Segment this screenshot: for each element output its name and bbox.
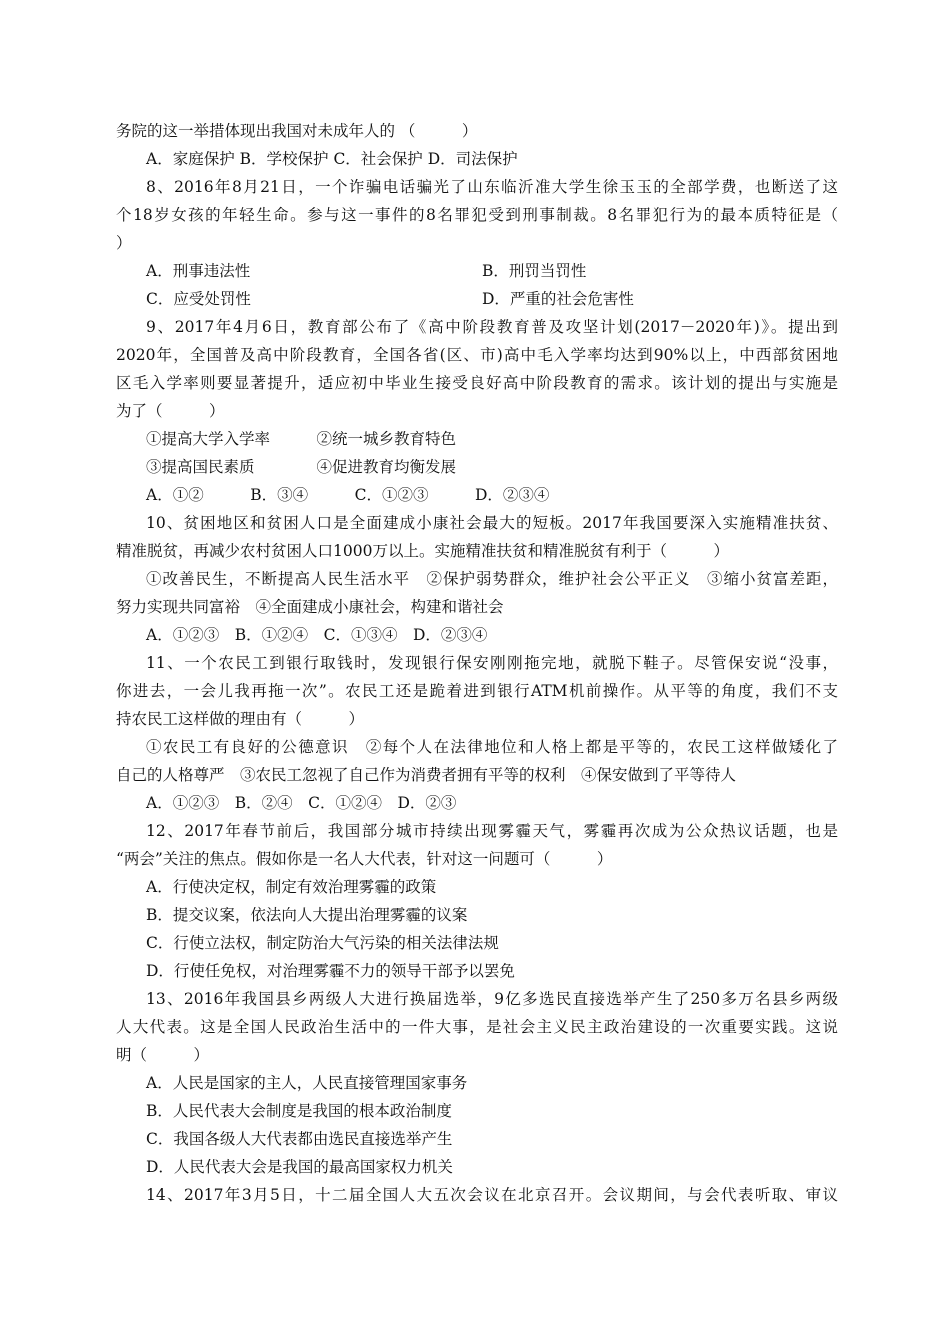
text-line: 精准脱贫，再减少农村贫困人口1000万以上。实施精准扶贫和精准脱贫有利于（ ） — [116, 542, 729, 560]
options-line: A．①② B．③④ C．①②③ D．②③④ — [146, 486, 550, 504]
option-c: C．应受处罚性 — [146, 290, 251, 308]
question-10-line: 10、贫困地区和贫困人口是全面建成小康社会最大的短板。2017年我国要深入实施精准扶贫、 — [146, 514, 838, 532]
statement-line: ①改善民生，不断提高人民生活水平 ②保护弱势群众，维护社会公平正义 ③缩小贫富差距， — [146, 570, 838, 588]
text-line: 务院的这一举措体现出我国对未成年人的 （ ） — [116, 122, 478, 140]
statement-line: 自己的人格尊严 ③农民工忽视了自己作为消费者拥有平等的权利 ④保安做到了平等待人 — [116, 766, 737, 784]
text-line: 持农民工这样做的理由有（ ） — [116, 710, 365, 728]
text-line: ） — [116, 234, 132, 252]
option-a: A．行使决定权，制定有效治理雾霾的政策 — [146, 878, 437, 896]
option-d: D．严重的社会危害性 — [482, 290, 634, 308]
text-line: 为了（ ） — [116, 402, 225, 420]
option-d: D．人民代表大会是我国的最高国家权力机关 — [146, 1158, 453, 1176]
text-line: 明（ ） — [116, 1046, 210, 1064]
question-9-line: 9、2017年4月6日，教育部公布了《高中阶段教育普及攻坚计划(2017－2020年)》。提出到 — [146, 318, 838, 336]
question-14-line: 14、2017年3月5日，十二届全国人大五次会议在北京召开。会议期间，与会代表听取、审议 — [146, 1186, 838, 1204]
option-a: A．人民是国家的主人，人民直接管理国家事务 — [146, 1074, 468, 1092]
statement-line: ①提高大学入学率 ②统一城乡教育特色 — [146, 430, 457, 448]
option-b: B．人民代表大会制度是我国的根本政治制度 — [146, 1102, 452, 1120]
text-line: 2020年，全国普及高中阶段教育，全国各省(区、市)高中毛入学率均达到90%以上，中西部贫困地 — [116, 346, 838, 364]
option-a: A．刑事违法性 — [146, 262, 251, 280]
question-11-line: 11、一个农民工到银行取钱时，发现银行保安刚刚拖完地，就脱下鞋子。尽管保安说“没事， — [146, 654, 838, 672]
options-line: A．①②③ B．①②④ C．①③④ D．②③④ — [146, 626, 488, 644]
options-line: A．家庭保护 B．学校保护 C．社会保护 D．司法保护 — [146, 150, 518, 168]
text-line: 区毛入学率则要显著提升，适应初中毕业生接受良好高中阶段教育的需求。该计划的提出与实施是 — [116, 374, 838, 392]
option-b: B．刑罚当罚性 — [482, 262, 587, 280]
statement-line: ①农民工有良好的公德意识 ②每个人在法律地位和人格上都是平等的，农民工这样做矮化了 — [146, 738, 838, 756]
question-13-line: 13、2016年我国县乡两级人大进行换届选举，9亿多选民直接选举产生了250多万名县乡两级 — [146, 990, 838, 1008]
text-line: 个18岁女孩的年轻生命。参与这一事件的8名罪犯受到刑事制裁。8名罪犯行为的最本质特征是（ — [116, 206, 838, 224]
text-line: 你进去，一会儿我再拖一次”。农民工还是跪着进到银行ATM机前操作。从平等的角度，我们不支 — [116, 682, 838, 700]
text-line: “两会”关注的焦点。假如你是一名人大代表，针对这一问题可（ ） — [116, 850, 613, 868]
option-b: B．提交议案，依法向人大提出治理雾霾的议案 — [146, 906, 468, 924]
option-c: C．行使立法权，制定防治大气污染的相关法律法规 — [146, 934, 499, 952]
options-line: A．①②③ B．②④ C．①②④ D．②③ — [146, 794, 457, 812]
option-d: D．行使任免权，对治理雾霾不力的领导干部予以罢免 — [146, 962, 515, 980]
question-12-line: 12、2017年春节前后，我国部分城市持续出现雾霾天气，雾霾再次成为公众热议话题，也是 — [146, 822, 838, 840]
statement-line: ③提高国民素质 ④促进教育均衡发展 — [146, 458, 457, 476]
text-line: 人大代表。这是全国人民政治生活中的一件大事，是社会主义民主政治建设的一次重要实践。这说 — [116, 1018, 838, 1036]
question-8-line: 8、2016年8月21日，一个诈骗电话骗光了山东临沂准大学生徐玉玉的全部学费，也断送了这 — [146, 178, 838, 196]
statement-line: 努力实现共同富裕 ④全面建成小康社会，构建和谐社会 — [116, 598, 504, 616]
option-c: C．我国各级人大代表都由选民直接选举产生 — [146, 1130, 453, 1148]
